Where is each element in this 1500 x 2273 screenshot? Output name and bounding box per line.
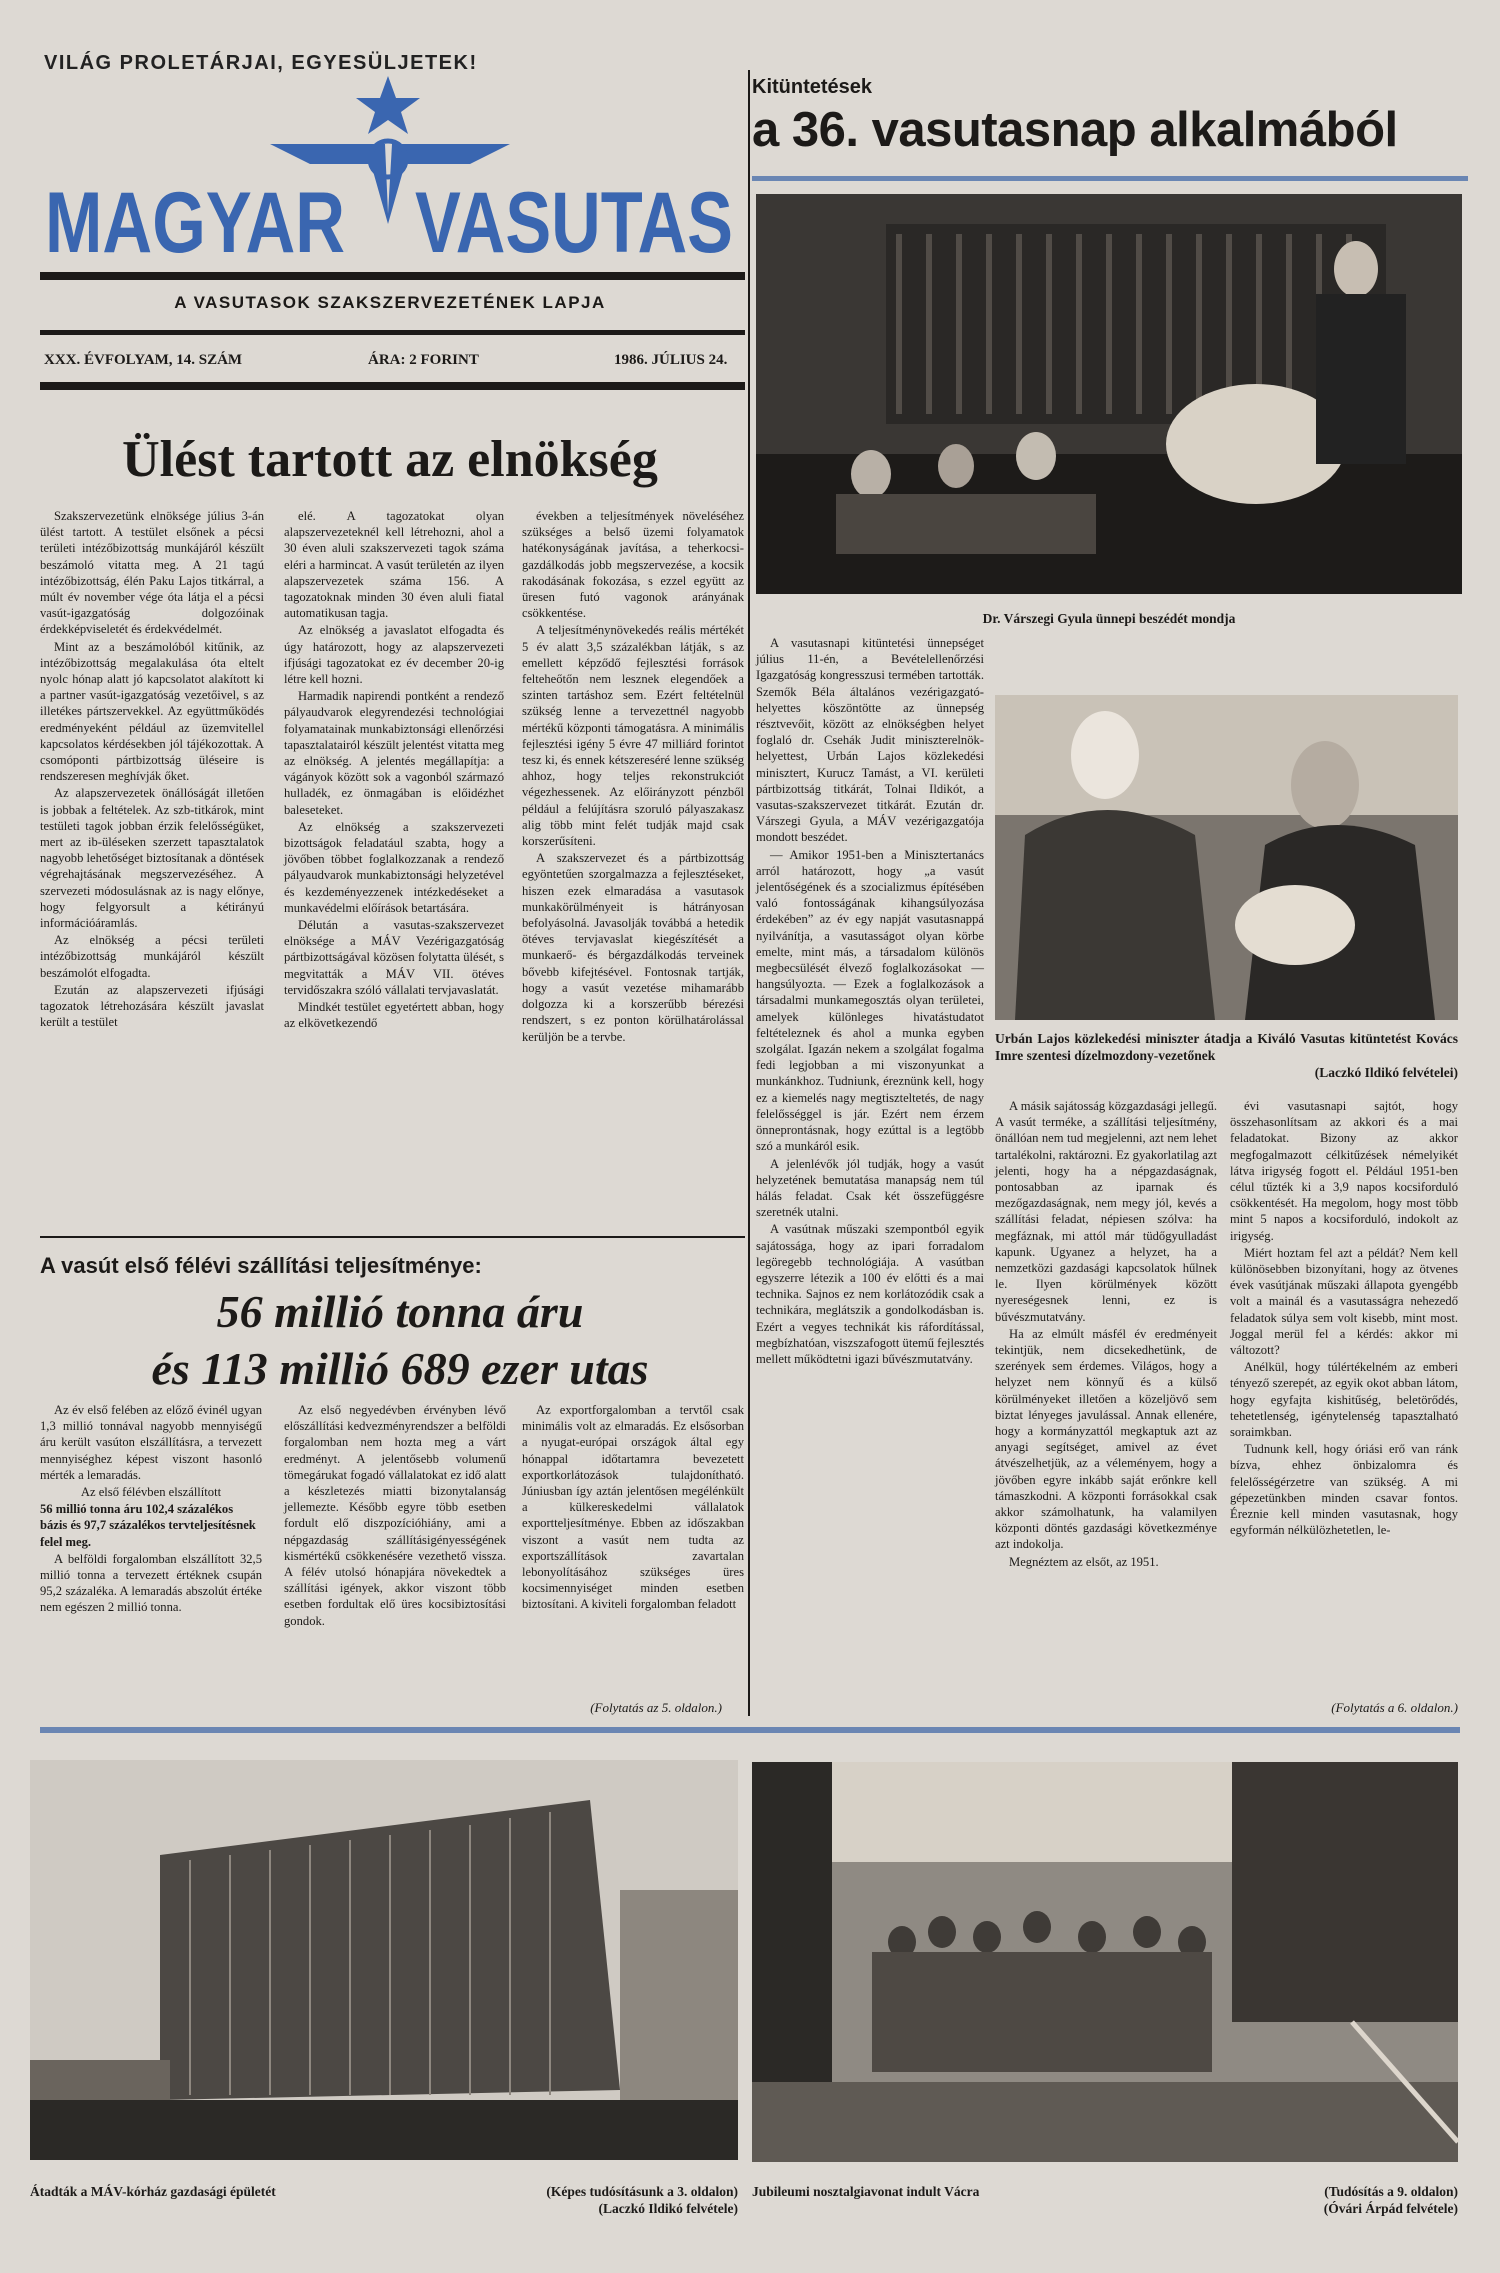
bottom-blue-rule (40, 1727, 1460, 1733)
paragraph: Mint az a beszámolóból kitűnik, az intézőbizottság megalakulása óta eltelt nyolc hónap alatt jó kapcsolatot alakított ki a partner vasút-igazgatóság vezetőivel, s az illetékes pártszervekkel. Az együttműködés eredményeként például az üzemvitellel kapcsolatos kérdésekben jól tájékozottak. A csomóponti pártbizottság üléseire is rendszeresen meghívják őket. (40, 639, 264, 784)
freight-kicker: A vasút első félévi szállítási teljesítménye: (40, 1253, 482, 1278)
paragraph: A szakszervezet és a pártbizottság egyöntetűen szorgalmazza a fejlesztéseket, hiszen ezek elmaradása a vasutasok munkakörülményeit is hátrányosan befolyásolná. Javasolják továbbá a hetedik ötéves tervjavaslat kiegészítését a munkaerő- és bérgazdálkodás terveinek bővebb kifejtésével. Fontosnak tartják, hogy a vasút vezetése mihamarább dolgozza ki a korszerűbb bérezési rendszert, s ez ponton körülhatárolással kerüljön be a tervbe. (522, 851, 744, 1044)
highlight-block: 56 millió tonna áru 102,4 százalékos bázis és 97,7 százalékos tervteljesítésnek felel meg. (40, 1502, 256, 1549)
paragraph: A belföldi forgalomban elszállított 32,5 millió tonna a tervezett értéknek csupán 95,2 százaléka. A lemaradás abszolút értéke nem egészen 2 millió tonna. (40, 1551, 262, 1615)
award-blue-rule (752, 176, 1468, 181)
paragraph: — Amikor 1951-ben a Minisztertanács arról határozott, hogy „a vasút jelentőségének és a szocializmus építésében való fontosságának kihangsúlyozása érdekében” az év egy napját vasutasnappá nyilvánítja, a vasutasságot olyan körbe emelte, mint más, a társadalom különös megbecsülését élvező foglalkozásokat — hangsúlyozta. — Ezek a foglalkozások a társadalmi munkamegosztás olyan területei, amelyek különleges hivatástudatot feltételeznek és ahol a munka egyben szolgálat. Igazán nekem a szolgálat fogalma fedi legjobban a mi viszonyunkat a munkánkhoz. Tudniunk, éreznünk kell, hogy ez a kiemelés nagy megtiszteltetés, de nagy felelősséggel is jár. Ezért nem érzem önneprontásnak, hogy ezúttal is a legtöbb szó a munkáról esik. (756, 847, 984, 1154)
train-photo-credit (1160, 2183, 1458, 2217)
train-credit-line-2: (Óvári Árpád felvétele) (1323, 2201, 1458, 2216)
hospital-credit-line-1: (Képes tudósításunk a 3. oldalon) (546, 2184, 738, 2199)
paragraph: A vasútnak műszaki szempontból egyik sajátossága, hogy az ipari forradalom legöregebb technológiája. A vasútban egyszerre létezik a 100 év előtti és a mai technika. Sajnos ez nem korlátozódik csak a technikára, meglátszik a gondolkodásban is. Ezért a vegyes technikát kis ráfordítással, megbízhatóan, viszszafogott ütemű fejlesztés mellett működtetni igazi bűvészmutatvány. (756, 1222, 985, 1366)
hospital-photo-caption: Átadták a MÁV-kórház gazdasági épületét (30, 2184, 276, 2199)
paragraph: A másik sajátosság közgazdasági jellegű. A vasút terméke, a szállítási teljesítmény, önállóan nem tud megjelenni, azt nem lehet tartalékolni, raktározni. Ez gyakorlatilag azt jelenti, hogy ha a népgazdaságnak, pontosabban az iparnak és mezőgazdaságnak, nem megy jól, kevés a szállítási feladat, népiesen szólva: ha megfáznak, mi attól már tüdőgyulladást kapunk. Ugyanez a helyzet, ha a nemzetközi gazdasági kapcsolatok hűlnek le. Ilyen körülmények között nyereségesnek lenni, ez is bűvészmutatvány. (995, 1099, 1217, 1324)
masthead-volume: XXX. ÉVFOLYAM, 14. SZÁM (44, 352, 243, 368)
presidium-col-2 (284, 508, 504, 1230)
award-bottom-col-2 (1230, 1098, 1458, 1718)
award-ceremony-photo (995, 695, 1458, 1020)
paragraph: A jelenlévők jól tudják, hogy a vasút helyzetének bemutatása manapság nem túl hálás feladat. Csak két összefüggésre szeretnék utalni. (756, 1156, 984, 1220)
paragraph: elé. A tagozatokat olyan alapszervezeteknél kell létrehozni, ahol a 30 éven aluli szakszervezeti tagok száma eléri a harmincat. A vasút területén az ilyen alapszervezetek száma 156. A tagozatoknak minden 30 éven aluli fiatal automatikusan tagja. (284, 509, 504, 621)
paragraph: években a teljesítmények növeléséhez szükséges a belső üzemi folyamatok hatékonyságának javítása, a teherkocsi-gazdálkodás jobb megszervezése, a kocsik rakodásának fokozása, s ezzel együtt az üresen futó vagonok arányának csökkentése. (522, 509, 744, 621)
red-star-icon (356, 76, 420, 134)
paragraph: Az alapszervezetek önállóságát illetően is jobbak a feltételek. Az szb-titkárok, mint testületi tagok jobban érzik felelősségüket, mert az ib-üléseken szerzett tapasztalatok nagyobb lehetőséget biztosítanak a döntések végrehajtásának megszervezéséhez. A szervezeti módosulásnak az is nagy előnye, hogy felgyorsult a kétirányú információáramlás. (40, 786, 264, 931)
masthead-title-left: MAGYAR (45, 175, 345, 271)
presidium-bottom-rule (40, 1236, 745, 1238)
paragraph: A vasutasnapi kitüntetési ünnepséget július 11-én, a Bevételellenőrzési Igazgatóság kongresszusi termében tartották. Szemők Béla általános vezérigazgató-helyettes köszöntötte az ünnepség résztvevőit, között az elnökségben helyet foglaló dr. Csehák Judit miniszterelnök-helyettest, Urbán Lajos közlekedési minisztert, Kurucz Tamást, a VI. kerületi pártbizottság titkárát, Tolnai Ildikót, a vasutas-szakszervezet titkárát. Ezután dr. Várszegi Gyula, a MÁV vezérigazgatója mondott beszédet. (756, 636, 984, 845)
award-bottom-col-1 (995, 1098, 1217, 1718)
paragraph: Harmadik napirendi pontként a rendező pályaudvarok elegyrendezési technológiai folyamatainak munkabiztonsági ellenőrzési tapasztalatairól készült jelentést vitatta meg az elnökség. A jelentés megállapítja: a vágányok között sok a vagonból származó hulladék, ez önmagában is előidézhet baleseteket. (284, 689, 504, 817)
paragraph: Délután a vasutas-szakszervezet elnöksége a MÁV Vezérigazgatóság pártbizottságával közösen folytatta ülését, s megvitatták a MÁV VII. ötéves tervidőszakra szóló vállalati tervjavaslatát. (284, 918, 504, 997)
paragraph: Az elnökség a szakszervezeti bizottságok feladatául szabta, hogy a jövőben többet foglalkozzanak a rendező pályaudvarok munkabiztonsági helyzetével és kezdeményezzenek intézkedéseket a munkavédelmi előírások betartására. (284, 819, 504, 915)
paragraph: Megnéztem az elsőt, az 1951. (1009, 1554, 1159, 1569)
freight-headline-2: és 113 millió 689 ezer utas (151, 1343, 649, 1394)
masthead-rule-mid (40, 330, 745, 335)
paragraph: Az első negyedévben érvényben lévő előszállítási kedvezményrendszer a belföldi forgalomban nem hozta meg a várt eredményt. A jelentősebb volumenű tömegárukat fogadó vállalatokat ez idő alatt a készletezés miatti bizonytalanság jellemezte. Később egyre több esetben fordult elő diszpozícióhiány, ami a népgazdaság szállításigényességének kismértékű csökkenésére vezethető vissza. A félév utolsó hónapjára növekedtek a szállítási igények, akkor viszont több esetben fordultak elő üres kocsibiztosítási gondok. (284, 1403, 506, 1628)
paragraph: Az exportforgalomban a tervtől csak minimális volt az elmaradás. Ez elsősorban a nyugat-európai országok által egy hónappal időtartamra bevezetett exportkorlátozások tulajdonítható. Júniusban így aztán jelentősen megélénkült a külkereskedelmi vállalatok exportteljesítménye. Ebben az időszakban viszont a vasút nem tudta az exportszállítások zavartalan lebonyolításához szükséges üres kocsimennyiséget minden esetben biztosítani. A kiviteli forgalomban feladott (522, 1403, 744, 1612)
paragraph: Ha az elmúlt másfél év eredményeit tekintjük, nem dicsekedhetünk, de szerények sem érdemes. Világos, hogy a helyzet nem könnyű és a külső körülményeket illetően a közeljövő sem biztat lényeges javulással. Annak ellenére, hogy a kormányzattól megkaptuk azt az anyagi segítséget, amivel az évet átvészelhetjük, az a véleményem, hogy a jövőben egyre inkább saját erőnkre kell támaszkodni. A központi forrásokkal csak akkor számolhatunk, ha valamilyen központi döntés gazdasági következménye azt indokolja. (995, 1326, 1217, 1552)
hospital-photo-credit (440, 2183, 738, 2217)
award-left-divider (748, 70, 750, 1716)
paragraph: Miért hoztam fel azt a példát? Nem kell különösebben bizonyítani, hogy az ötvenes évek vasútjának műszaki állapota gyengébb volt a mainál és a vasutasságra nehezedő feladatok súlya sem volt kisebb, mint most. Joggal merül fel a kérdés: akkor mi változott? (1230, 1245, 1458, 1358)
hospital-building-photo (30, 1760, 738, 2160)
speech-photo (756, 194, 1462, 594)
nostalgia-train-photo (752, 1762, 1458, 2162)
masthead-rule-top (40, 272, 745, 280)
paragraph: évi vasutasnapi sajtót, hogy összehasonlítsam az akkori és a mai feladatokat. Bizony az akkor megfogalmazott célkitűzések némelyikét látva irigység fogott el. Például 1951-ben célul tűzték ki a 3,9 napos kocsiforduló csökkentését. Ha megolom, hogy most több mint 5 napos a kocsiforduló, indokolt az irigység. (1230, 1099, 1458, 1243)
masthead-logo (40, 74, 740, 274)
paragraph: Tudnunk kell, hogy óriási erő van ránk bízva, ehhez önbizalomra és felelősségérzetre van szükség. A mi gépezetünkben minden csavar fontos. Éreznie kell minden vasutasnak, hogy egyformán nélkülözhetetlen, le- (1230, 1442, 1458, 1538)
paragraph: Anélkül, hogy túlértékelném az emberi tényező szerepét, az egyik okot abban látom, hogy egyfajta kishitűség, beletörődés, tehetetlenség, igénytelenség tapasztalható soraimkban. (1230, 1360, 1458, 1440)
paragraph: Ezután az alapszervezeti ifjúsági tagozatok létrehozására készült javaslat került a testület (40, 982, 264, 1030)
paragraph: Mindkét testület egyetértett abban, hogy az elkövetkezendő (284, 1000, 504, 1031)
award-photo-caption (995, 1030, 1458, 1081)
speech-photo-caption: Dr. Várszegi Gyula ünnepi beszédét mondja (982, 611, 1236, 626)
award-photo-caption-text: Urbán Lajos közlekedési miniszter átadja a Kiváló Vasutas kitüntetést Kovács Imre szentesi dízelmozdony-vezetőnek (995, 1031, 1458, 1063)
masthead-date: 1986. JÚLIUS 24. (614, 352, 728, 368)
paragraph: Szakszervezetünk elnöksége július 3-án ülést tartott. A testület elsőnek a pécsi területi intézőbizottság munkájáról készült beszámoló vitatta meg. A 21 tagú intézőbizottság, élén Paku Lajos titkárral, a múlt év november vége óta látja el a pécsi vasút-igazgatóság dolgozóinak érdekképviseletét és érdekvédelmét. (40, 509, 264, 637)
presidium-headline: Ülést tartott az elnökség (122, 431, 658, 488)
masthead-slogan: VILÁG PROLETÁRJAI, EGYESÜLJETEK! (44, 52, 478, 74)
paragraph: Az elnökség a pécsi területi intézőbizottság munkájáról készült beszámolót elfogadta. (40, 933, 264, 980)
freight-col-2 (284, 1402, 506, 1722)
masthead-rule-bottom (40, 382, 745, 390)
paragraph: Az elnökség a javaslatot elfogadta és úgy határozott, hogy az alapszervezeti ifjúsági tagozatokat ez év december 20-ig létre kell hozni. (284, 623, 504, 687)
freight-col-1 (40, 1402, 262, 1722)
masthead-title-right: VASUTAS (415, 175, 733, 271)
paragraph: Az év első felében az előző évinél ugyan 1,3 millió tonnával nagyobb mennyiségű áru került vasúton elszállításra, a tervezett mennyiséghez képest viszont hasonló mérték a lemaradás. (40, 1403, 262, 1482)
freight-continued: (Folytatás az 5. oldalon.) (590, 1700, 722, 1715)
presidium-col-3 (522, 508, 744, 1230)
award-headline: a 36. vasutasnap alkalmából (752, 103, 1398, 157)
hospital-credit-line-2: (Laczkó Ildikó felvétele) (598, 2201, 738, 2216)
award-photo-credit: (Laczkó Ildikó felvételei) (1314, 1065, 1458, 1080)
award-kicker: Kitüntetések (752, 76, 873, 98)
masthead-tagline: A VASUTASOK SZAKSZERVEZETÉNEK LAPJA (174, 293, 606, 312)
train-photo-caption: Jubileumi nosztalgiavonat indult Vácra (752, 2184, 980, 2199)
paragraph: Az első félévben elszállított (80, 1485, 222, 1500)
freight-col-3 (522, 1402, 744, 1722)
presidium-col-1 (40, 508, 264, 1230)
paragraph: A teljesítménynövekedés reális mértékét 5 év alatt 3,5 százalékban látják, s az emellett képződő fejlesztési források felteheőtőn nem lesznek elegendőek a szinten tartáshoz sem. Ezért feltételnül szükség lenne a tervezettnél nagyobb mértékű központi támogatásra. A minimális fejlesztési igény 5 évre 47 milliárd forintot tesz ki, és ennek kétszereséré lenne szükség ahhoz, hogy teljes rekonstrukciót végezhessenek. Az előirányzott pénzből például a felújításra szoruló pályaszakasz alig több mint felét tudják majd csak korszerűsíteni. (522, 623, 744, 849)
freight-headline-1: 56 millió tonna áru (216, 1286, 584, 1337)
award-continued: (Folytatás a 6. oldalon.) (1331, 1700, 1458, 1715)
train-credit-line-1: (Tudósítás a 9. oldalon) (1324, 2184, 1458, 2199)
masthead-price: ÁRA: 2 FORINT (368, 352, 479, 368)
award-side-col (756, 635, 984, 1718)
